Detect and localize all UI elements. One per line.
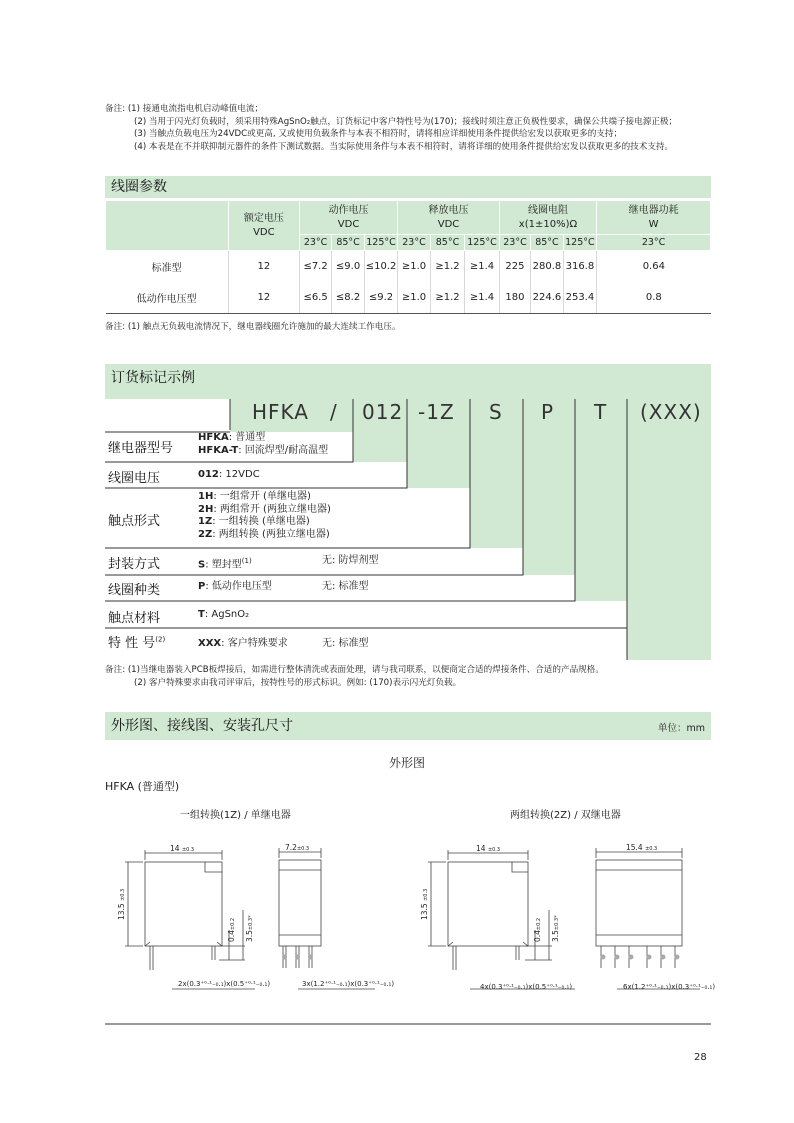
- code-part-package: S: [489, 400, 503, 424]
- table-cell: 316.8: [563, 251, 596, 283]
- drawing-1z-side: [279, 848, 375, 989]
- table-cell: 225: [499, 251, 530, 283]
- table-cell: ≥1.2: [430, 282, 465, 314]
- table-cell: 253.4: [563, 282, 596, 314]
- label-relay-model: 继电器型号: [108, 441, 174, 456]
- dim-pins-2z-side: 6x(1.2⁺⁰·¹₋₀.₁)x(0.3⁺⁰·¹₋₀.₁): [623, 983, 716, 991]
- dim-pins-1z-front: 2x(0.3⁺⁰·¹₋₀.₁)x(0.5⁺⁰·¹₋₀.₁): [178, 980, 271, 988]
- dim-pins-1z-side: 3x(1.2⁺⁰·¹₋₀.₁)x(0.3⁺⁰·¹₋₀.₁): [302, 980, 395, 988]
- label-package: 封装方式: [108, 557, 161, 572]
- temp-header: 125°C: [465, 235, 500, 251]
- drawing-2z-side: [596, 848, 700, 989]
- dim-height-1z: 13.5 ±0.3: [117, 888, 126, 920]
- coil-resistance-header: 线圈电阻 x(1±10%)Ω: [499, 201, 596, 235]
- coil-type-desc: P: 低动作电压型: [198, 581, 272, 592]
- coil-type-alt: 无: 标准型: [322, 581, 369, 592]
- relay-model-desc: HFKA: 普通型 HFKA-T: 回流焊型/耐高温型: [198, 432, 329, 456]
- coil-note: 备注: (1) 触点无负载电流情况下，继电器线圈允许施加的最大连续工作电压。: [105, 322, 401, 332]
- model-label: HFKA (普通型): [105, 780, 180, 793]
- top-note-4: (4) 本表是在不并联抑制元器件的条件下测试数据。当实际使用条件与本表不相符时，请将详细的使用条件提供给宏发以获取更多的技术支持。: [134, 141, 674, 152]
- outline-section-title: 外形图、接线图、安装孔尺寸: [111, 718, 293, 734]
- table-cell: 低动作电压型: [106, 282, 229, 314]
- table-cell: 标准型: [106, 251, 229, 283]
- table-cell: ≤6.5: [299, 282, 331, 314]
- table-cell: ≤10.2: [364, 251, 397, 283]
- code-part-slash: /: [330, 400, 338, 424]
- dim-pin-len-1z: 3.5±0.3*: [245, 915, 254, 942]
- temp-header: 125°C: [563, 235, 596, 251]
- dim-depth-1z: 7.2±0.3: [285, 843, 310, 852]
- special-alt: 无: 标准型: [322, 638, 369, 649]
- contact-material-desc: T: AgSnO₂: [198, 609, 250, 620]
- dim-pin-gap-2z: 0.4±0.2: [533, 917, 542, 942]
- table-cell: ≤9.0: [332, 251, 364, 283]
- dim-height-2z: 13.5 ±0.3: [420, 888, 429, 920]
- table-cell: 180: [499, 282, 530, 314]
- table-cell: ≥1.4: [465, 282, 500, 314]
- ordering-section-title: 订货标记示例: [111, 370, 195, 386]
- pickup-voltage-header: 动作电压 VDC: [299, 201, 397, 235]
- package-desc: S: 塑封型$^{(1)}$: [198, 557, 252, 571]
- dim-depth-2z: 15.4 ±0.3: [626, 843, 658, 852]
- coil-section-title: 线圈参数: [111, 179, 167, 195]
- ordering-note-1: 备注: (1)当继电器装入PCB板焊接后，如需进行整体清洗或表面处理，请与我司联系，以便商定合适的焊接条件、合适的产品规格。: [105, 665, 604, 675]
- temp-header: 85°C: [430, 235, 465, 251]
- temp-header: 125°C: [364, 235, 397, 251]
- code-part-coil-type: P: [541, 400, 555, 424]
- dim-pin-gap-1z: 0.4±0.2: [227, 917, 236, 942]
- table-cell: ≤9.2: [364, 282, 397, 314]
- pins-1z-side: [282, 955, 313, 960]
- unit-label: 单位：mm: [657, 723, 705, 734]
- label-special: 特 性 号$^{(2)}$: [108, 635, 166, 651]
- top-note-3: (3) 当触点负载电压为24VDC或更高, 又或使用负载条件与本表不相符时，请将相应详细使用条件提供给宏发以获取更多的支持；: [134, 129, 623, 139]
- package-alt: 无: 防焊剂型: [322, 555, 379, 566]
- dim-pins-2z-front: 4x(0.3⁺⁰·¹₋₀.₁)x(0.5⁺⁰·¹₋₀.₁): [480, 983, 573, 991]
- label-coil-voltage: 线圈电压: [108, 471, 161, 486]
- table-cell: 280.8: [531, 251, 563, 283]
- caption-1z: 一组转换(1Z) / 单继电器: [180, 810, 291, 821]
- rated-voltage-header: 额定电压 VDC: [228, 201, 299, 251]
- table-cell: 12: [228, 251, 299, 283]
- table-cell: 224.6: [531, 282, 563, 314]
- caption-2z: 两组转换(2Z) / 双继电器: [510, 810, 621, 821]
- table-cell: 0.64: [597, 251, 711, 283]
- table-cell: ≥1.4: [465, 251, 500, 283]
- temp-header: 23°C: [299, 235, 331, 251]
- code-part-material: T: [594, 400, 608, 424]
- temp-header: 23°C: [499, 235, 530, 251]
- ordering-note-2: (2) 客户特殊要求由我司评审后，按特性号的形式标识。例如: (170)表示闪光灯负载。: [134, 678, 462, 688]
- table-cell: ≥1.0: [398, 251, 430, 283]
- temp-header: 85°C: [531, 235, 563, 251]
- dim-width-2z: 14 ±0.3: [476, 844, 501, 853]
- page-number: 28: [694, 1052, 707, 1063]
- code-part-special: (XXX): [640, 400, 702, 424]
- table-cell: ≥1.0: [398, 282, 430, 314]
- power-header: 继电器功耗 W: [597, 201, 711, 235]
- top-note-2: (2) 当用于闪光灯负载时，须采用特殊AgSnO₂触点，订货标记中客户特性号为(170)；接线时须注意正负极性要求，确保公共端子接电源正极；: [134, 116, 678, 127]
- table-cell: ≤7.2: [299, 251, 331, 283]
- temp-header: 23°C: [597, 235, 711, 251]
- label-coil-type: 线圈种类: [108, 583, 161, 598]
- code-part-voltage: 012: [362, 400, 404, 424]
- special-desc: XXX: 客户特殊要求: [198, 638, 288, 649]
- contact-form-desc: 1H: 一组常开 (单继电器) 2H: 两组常开 (两独立继电器) 1Z: 一组转换 (单继电器) 2Z: 两组转换 (两独立继电器): [198, 491, 331, 540]
- label-contact-material: 触点材料: [108, 611, 161, 626]
- top-note-1: 备注: (1) 接通电流指电机启动峰值电流；: [105, 104, 264, 114]
- table-cell: ≥1.2: [430, 251, 465, 283]
- coil-voltage-desc: 012: 12VDC: [198, 469, 260, 480]
- table-cell: 0.8: [597, 282, 711, 314]
- table-cell: ≤8.2: [332, 282, 364, 314]
- dim-width-1z: 14 ±0.3: [170, 844, 195, 853]
- table-cell: 12: [228, 282, 299, 314]
- release-voltage-header: 释放电压 VDC: [398, 201, 499, 235]
- drawing-2z-front: [428, 850, 575, 989]
- pins-2z-side: [601, 955, 680, 960]
- code-part-model: HFKA: [252, 400, 309, 424]
- code-part-contact: -1Z: [418, 400, 455, 424]
- temp-header: 23°C: [398, 235, 430, 251]
- outline-subtitle: 外形图: [389, 756, 426, 770]
- dim-pin-len-2z: 3.5±0.3*: [551, 915, 560, 942]
- label-contact-form: 触点形式: [108, 514, 161, 529]
- temp-header: 85°C: [332, 235, 364, 251]
